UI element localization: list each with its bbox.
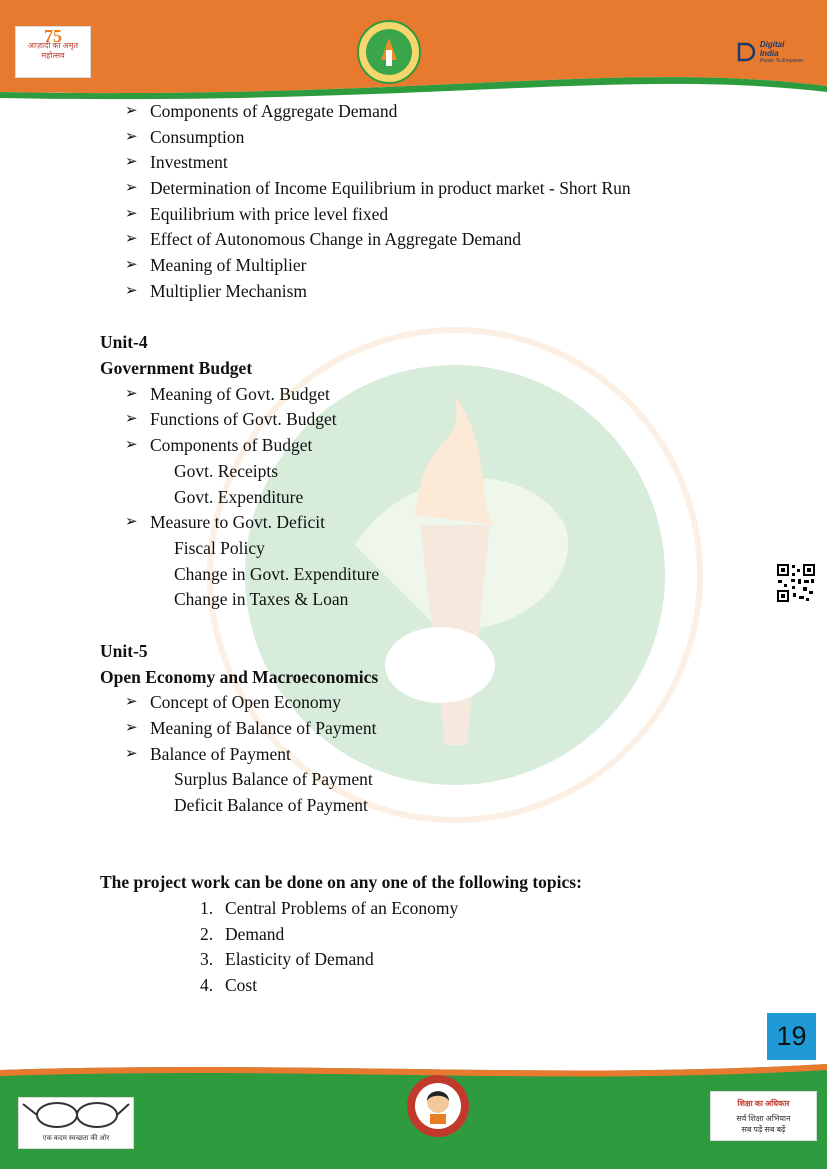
arrow-bullet-icon: ➢ bbox=[125, 694, 138, 710]
list-item: Investment bbox=[150, 152, 228, 172]
project-heading: The project work can be done on any one of the following topics: bbox=[100, 872, 582, 892]
unit4-label: Unit-4 bbox=[100, 332, 148, 352]
list-item: Measure to Govt. Deficit bbox=[150, 512, 325, 532]
azadi-ka-amrit-mahotsav-logo: 75 आज़ादी का अमृत महोत्सव bbox=[15, 26, 91, 78]
list-item: Cost bbox=[225, 975, 258, 995]
list-item: Equilibrium with price level fixed bbox=[150, 204, 389, 224]
digital-india-text: Digital India bbox=[759, 40, 785, 58]
sub-list-item: Fiscal Policy bbox=[174, 538, 265, 558]
arrow-bullet-icon: ➢ bbox=[125, 720, 138, 736]
sub-list-item: Surplus Balance of Payment bbox=[174, 769, 373, 789]
list-item: Meaning of Balance of Payment bbox=[150, 718, 377, 738]
beti-bachao-badge-icon bbox=[406, 1074, 470, 1138]
arrow-bullet-icon: ➢ bbox=[125, 129, 138, 145]
page-number: 19 bbox=[767, 1013, 816, 1060]
digital-india-logo bbox=[735, 36, 805, 68]
arrow-bullet-icon: ➢ bbox=[125, 746, 138, 762]
sub-list-item: Change in Govt. Expenditure bbox=[174, 564, 380, 584]
unit5-title: Open Economy and Macroeconomics bbox=[100, 667, 379, 687]
arrow-bullet-icon: ➢ bbox=[125, 206, 138, 222]
list-item: Meaning of Multiplier bbox=[150, 255, 307, 275]
list-number: 3. bbox=[200, 949, 214, 969]
swachh-tagline: एक कदम स्वच्छता की ओर bbox=[42, 1134, 110, 1142]
arrow-bullet-icon: ➢ bbox=[125, 180, 138, 196]
shiksha-title: शिक्षा का अधिकार bbox=[737, 1099, 790, 1108]
arrow-bullet-icon: ➢ bbox=[125, 283, 138, 299]
list-item: Multiplier Mechanism bbox=[150, 281, 307, 301]
arrow-bullet-icon: ➢ bbox=[125, 437, 138, 453]
board-emblem-icon bbox=[357, 20, 421, 84]
arrow-bullet-icon: ➢ bbox=[125, 103, 138, 119]
list-item: Effect of Autonomous Change in Aggregate Demand bbox=[150, 229, 521, 249]
shiksha-ka-adhikar-logo bbox=[710, 1091, 817, 1141]
list-item: Components of Budget bbox=[150, 435, 313, 455]
list-item: Central Problems of an Economy bbox=[225, 898, 459, 918]
arrow-bullet-icon: ➢ bbox=[125, 154, 138, 170]
list-item: Consumption bbox=[150, 127, 245, 147]
digital-india-tagline: Power To Empower bbox=[759, 58, 804, 64]
list-number: 2. bbox=[200, 924, 214, 944]
sub-list-item: Deficit Balance of Payment bbox=[174, 795, 368, 815]
unit5-label: Unit-5 bbox=[100, 641, 148, 661]
digital-india-icon bbox=[735, 41, 757, 63]
list-item: Demand bbox=[225, 924, 285, 944]
list-item: Components of Aggregate Demand bbox=[150, 101, 398, 121]
list-number: 1. bbox=[200, 898, 214, 918]
arrow-bullet-icon: ➢ bbox=[125, 231, 138, 247]
list-item: Balance of Payment bbox=[150, 744, 291, 764]
arrow-bullet-icon: ➢ bbox=[125, 411, 138, 427]
list-number: 4. bbox=[200, 975, 214, 995]
list-item: Meaning of Govt. Budget bbox=[150, 384, 330, 404]
sub-list-item: Change in Taxes & Loan bbox=[174, 589, 349, 609]
list-item: Elasticity of Demand bbox=[225, 949, 374, 969]
swachh-bharat-logo bbox=[18, 1097, 134, 1149]
list-item: Determination of Income Equilibrium in product market - Short Run bbox=[150, 178, 631, 198]
sub-list-item: Govt. Receipts bbox=[174, 461, 279, 481]
arrow-bullet-icon: ➢ bbox=[125, 257, 138, 273]
qr-code-icon bbox=[776, 563, 816, 603]
sub-list-item: Govt. Expenditure bbox=[174, 487, 304, 507]
list-item: Functions of Govt. Budget bbox=[150, 409, 337, 429]
arrow-bullet-icon: ➢ bbox=[125, 386, 138, 402]
shiksha-tagline: सब पढ़ें सब बढ़ें bbox=[741, 1125, 786, 1134]
arrow-bullet-icon: ➢ bbox=[125, 514, 138, 530]
shiksha-subtitle: सर्व शिक्षा अभियान bbox=[736, 1114, 791, 1123]
list-item: Concept of Open Economy bbox=[150, 692, 341, 712]
glasses-icon bbox=[19, 1098, 131, 1132]
unit4-title: Government Budget bbox=[100, 358, 253, 378]
